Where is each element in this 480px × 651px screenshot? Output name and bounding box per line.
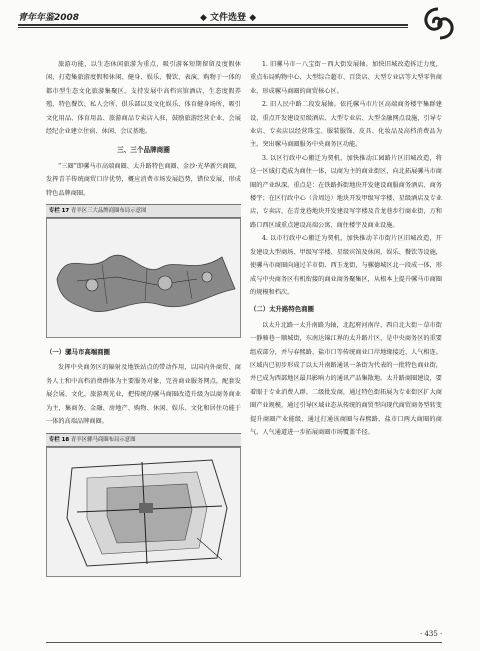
paragraph: 旅游功能，以生态休闲旅游为重点，吸引游客短期留留及度假休闲，打造集旅游度假和休闲、健身、娱乐、餐饮、表演、购物于一体的都市型生态文化旅游集聚区。支持发展中高档宾馆酒店、生态度假养殖、特色餐饮、私人会所、俱乐部以及文化娱乐、体育健身场所，吸引文化用品、体育用品、旅游商品专卖店入驻，鼓励旅游经营企业、会展经纪企业建立住宿、休闲、会议基地。 [46,61,241,136]
footer-rule [46,642,442,643]
header-rule [18,24,408,26]
paragraph: 4. 以市行政中心搬迁为契机，加快推动羊市街片区旧城改造，开发建设大型商场、甲级写字楼、星级宾馆及休闲、娱乐、餐饮等设施，使骡马市商圈向通过羊市街、西玉龙街，与骡德城区北一段成一体，形成与中央商务区有机衔接的商业商务聚集区，从根本上提升骡马市商圈的规模和档次。 [250,235,442,296]
subsection-title: （一）骡马市高端商圈 [46,348,110,357]
paragraph: 发挥中央商务区的辐射及地铁站点的带动作用，以国内外商贸、商务人士和中高档消费群体为主要服务对象，完善商业服务网点，配套发展会展、文化、旅游观光业，把传统的骡马商圈改造升级为以商务商业为主，集商务、金融、房地产、购物、休闲、娱乐、文化和居住功能于一体的高端品牌商圈。 [46,364,241,426]
district-map-figure [46,218,241,338]
header-section-title: ◆ 文件选登 ◆ [200,13,257,23]
subsection-title: （二）太升路特色商圈 [250,305,314,314]
page-header [0,0,480,40]
commercial-zone-image [47,448,242,576]
left-column [46,58,241,577]
figure-title: 青羊区骡马商圈布局示意图 [70,436,136,443]
paragraph: 1. 旧骡马市－八宝街－西大街发展轴。加快旧城改造拆迁力度，重点布局购物中心、大型综合超市、百货店、大型专业店等大型零售商业，形成骡马商圈的商贸核心区。 [250,61,442,95]
right-column [250,58,442,439]
figure-caption [46,433,241,447]
page-number: · 435 · [420,630,443,638]
section-title: 三、三个品牌商圈 [117,146,170,155]
figure-caption [46,204,241,218]
paragraph: 以太升北路一太升南路为轴，北起府河南岸、西自北大街－草市街一静骑巷－顺城街，东南达锦江界的太升路片区，是中央商务区的重要组成部分，并与春熙路、盐市口等传统商业口岸地缘接近、人气相连。区域内已初步形成了以太升南路通讯一条街为代表的一批特色商业街，并已成为西部地区最具影响力的通讯产品集散地。太升路商圈建设，要着眼于专业消费人群、二级批发商，通过特色街拓展为专业街区扩大商圈产业规模，通过引导区域业态从传统的商贸型向现代商贸商务型转变提升商圈产业能级，通过打通该商圈与春熙路、盐市口两大商圈的商气、人气通道进一步拓展商圈市场覆盖半径。 [250,321,442,436]
figure-label: 专栏 17 [49,208,70,215]
district-map-image [47,219,242,337]
paragraph: 3. 以区行政中心搬迁为契机，加快推动江园路片区旧城改造，将这一区域打造成为商住一体，以商为主的商业街区，向北拓展骡马市商圈的产业纵深。重点是：在铁路拆街地块开发建设商服商务酒店、商务楼宇；在区行政中心（含周边）地块开发甲级写字楼、星级酒店及专业店、专卖店，在青龙巷地块开发建设写字楼及青龙巷步行商业街，万和路口西区域重点建设高端公寓、商住楼宇及商业设施。 [250,154,442,229]
header-rule-thin [18,27,408,28]
swirl-logo-icon [418,4,458,42]
header-yearbook-title: 青年年鉴2008 [18,13,80,23]
figure-title: 青羊区三大品牌商圈布局示意图 [70,208,147,215]
paragraph: “三圈”即骡马市高端商圈、太升路特色商圈、金沙·光华新兴商圈，发挥青羊传统商贸口岸优势，概应消费市场发展趋势，错位发展，形成特色品牌商圈。 [46,162,241,197]
commercial-zone-figure [46,447,241,577]
paragraph: 2. 旧人民中路二段发展轴。依托骡马市片区高端商务楼宇集群建设，重点开发建设星级酒店、大型专业店、大型金融网点设施，引导专业店、专卖店以经营珠宝、服装服饰、皮具、化妆品及高档消费品为主，突出骡马商圈服务中央商务区功能。 [250,101,442,149]
figure-label: 专栏 18 [49,436,70,443]
